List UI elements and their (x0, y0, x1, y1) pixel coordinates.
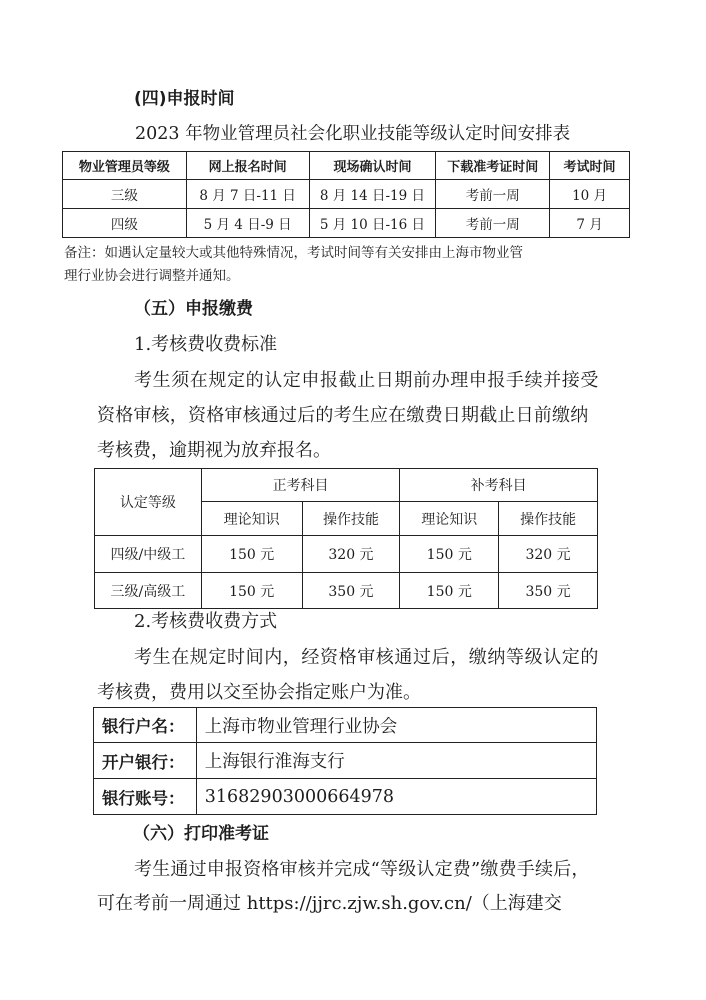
table-cell: 8 月 7 日-11 日 (186, 180, 309, 209)
table-cell: 150 元 (400, 573, 499, 609)
table-cell: 7 月 (550, 209, 630, 238)
bank-name-label: 银行户名： (94, 708, 197, 743)
section-heading: （六）打印准考证 (133, 824, 269, 844)
table-cell: 320 元 (499, 536, 598, 573)
section-heading: （五）申报缴费 (134, 299, 253, 319)
bank-branch-value: 上海银行淮海支行 (196, 743, 596, 779)
table-header-cell: 正考科目 (201, 469, 400, 502)
table-cell: 150 元 (201, 536, 302, 573)
table-header-cell: 考试时间 (550, 152, 630, 180)
table-cell: 150 元 (201, 573, 302, 609)
table-header-cell: 操作技能 (499, 502, 598, 536)
table-cell: 350 元 (302, 573, 400, 609)
table-cell: 四级/中级工 (95, 536, 202, 573)
table-header-cell: 物业管理员等级 (63, 152, 187, 180)
schedule-table (62, 151, 630, 238)
bank-info-table (93, 707, 597, 815)
table-cell: 三级 (63, 180, 187, 209)
table-cell: 考前一周 (436, 209, 550, 238)
table-cell: 350 元 (499, 573, 598, 609)
bank-account-label: 银行账号： (94, 779, 197, 815)
table-header-cell: 理论知识 (400, 502, 499, 536)
bank-branch-label: 开户银行： (94, 743, 197, 779)
table-header-cell: 操作技能 (302, 502, 400, 536)
table-cell: 5 月 4 日-9 日 (186, 209, 309, 238)
table-cell: 三级/高级工 (95, 573, 202, 609)
paragraph-line: 资格审核，资格审核通过后的考生应在缴费日期截止日前缴纳 (97, 405, 589, 426)
table-header-cell: 下载准考证时间 (436, 152, 550, 180)
section-heading: (四)申报时间 (134, 89, 235, 109)
note-text: 理行业协会进行调整并通知。 (64, 268, 240, 284)
fee-table (94, 468, 598, 609)
table-header-cell: 补考科目 (400, 469, 598, 502)
table-caption: 2023 年物业管理员社会化职业技能等级认定时间安排表 (135, 124, 571, 144)
table-row (95, 573, 598, 609)
table-row (63, 180, 630, 209)
table-row (95, 536, 598, 573)
sub-heading: 1.考核费收费标准 (134, 334, 278, 355)
paragraph-line: 考生通过申报资格审核并完成“等级认定费”缴费手续后， (134, 859, 590, 880)
table-header-cell: 现场确认时间 (309, 152, 436, 180)
bank-account-value: 31682903000664978 (196, 779, 596, 815)
table-header-cell: 认定等级 (95, 469, 202, 536)
table-row (63, 209, 630, 238)
note-text: 备注：如遇认定量较大或其他特殊情况，考试时间等有关安排由上海市物业管 (64, 245, 523, 261)
table-header-cell: 理论知识 (201, 502, 302, 536)
paragraph-line: 考生须在规定的认定申报截止日期前办理申报手续并接受 (134, 370, 599, 391)
table-cell: 8 月 14 日-19 日 (309, 180, 436, 209)
table-cell: 320 元 (302, 536, 400, 573)
sub-heading: 2.考核费收费方式 (134, 611, 278, 632)
table-cell: 10 月 (550, 180, 630, 209)
table-cell: 150 元 (400, 536, 499, 573)
paragraph-line: 考核费，逾期视为放弃报名。 (97, 440, 331, 461)
table-header-cell: 网上报名时间 (186, 152, 309, 180)
table-cell: 5 月 10 日-16 日 (309, 209, 436, 238)
paragraph-line: 可在考前一周通过 https://jjrc.zjw.sh.gov.cn/（上海建交 (97, 893, 562, 914)
paragraph-line: 考生在规定时间内，经资格审核通过后，缴纳等级认定的 (134, 647, 599, 668)
paragraph-line: 考核费，费用以交至协会指定账户为准。 (97, 682, 421, 703)
bank-name-value: 上海市物业管理行业协会 (196, 708, 596, 743)
table-cell: 考前一周 (436, 180, 550, 209)
table-cell: 四级 (63, 209, 187, 238)
